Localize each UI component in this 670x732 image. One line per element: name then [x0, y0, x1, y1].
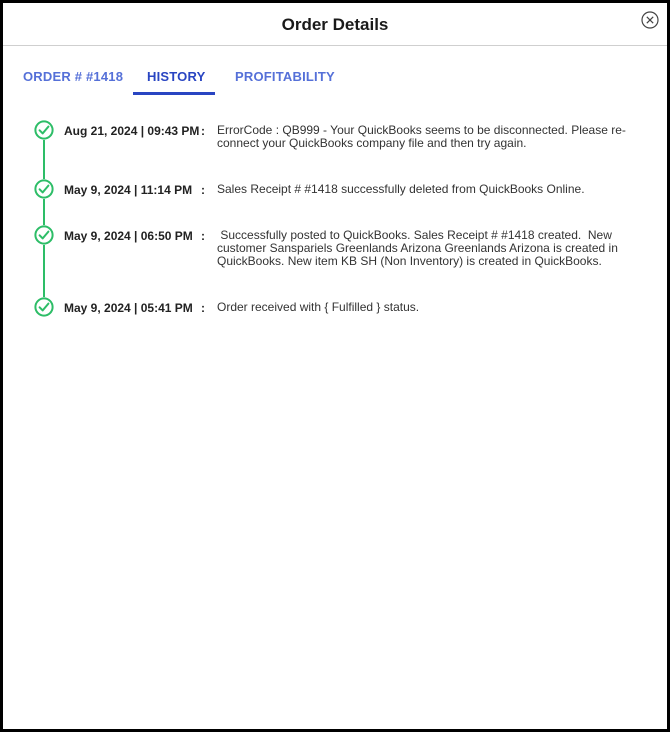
check-circle-icon: [34, 120, 54, 140]
history-separator: :: [201, 124, 205, 138]
close-circle-icon: [641, 11, 659, 29]
close-button[interactable]: [641, 11, 659, 29]
check-circle-icon: [34, 297, 54, 317]
history-message: ErrorCode : QB999 - Your QuickBooks seems to be disconnected. Please re- connect your QuickBooks company file and then try again.: [217, 123, 626, 150]
tab-order[interactable]: ORDER # #1418: [23, 69, 124, 84]
history-message: Order received with { Fulfilled } status.: [217, 300, 420, 314]
tab-profitability[interactable]: PROFITABILITY: [235, 69, 335, 84]
check-circle-icon: [34, 179, 54, 199]
history-separator: :: [201, 183, 205, 197]
tab-history[interactable]: HISTORY: [147, 69, 206, 84]
history-separator: :: [201, 229, 205, 243]
history-message: Sales Receipt # #1418 successfully deleted from QuickBooks Online.: [217, 182, 585, 196]
history-separator: :: [201, 301, 205, 315]
history-date: May 9, 2024 | 11:14 PM: [64, 183, 193, 197]
history-date: May 9, 2024 | 05:41 PM: [64, 301, 193, 315]
dialog-header: [3, 3, 667, 46]
history-date: Aug 21, 2024 | 09:43 PM: [64, 124, 200, 138]
history-message: Successfully posted to QuickBooks. Sales Receipt # #1418 created. New customer Sanspariels Greenlands Arizona Greenlands Arizona is created in QuickBooks. New item KB SH (Non Inventory) is created in QuickBooks.: [217, 228, 618, 268]
timeline-connector: [43, 131, 45, 309]
check-circle-icon: [34, 225, 54, 245]
history-date: May 9, 2024 | 06:50 PM: [64, 229, 193, 243]
active-tab-indicator: [133, 92, 215, 95]
tab-bar: [3, 45, 667, 97]
dialog-title: Order Details: [281, 15, 389, 34]
